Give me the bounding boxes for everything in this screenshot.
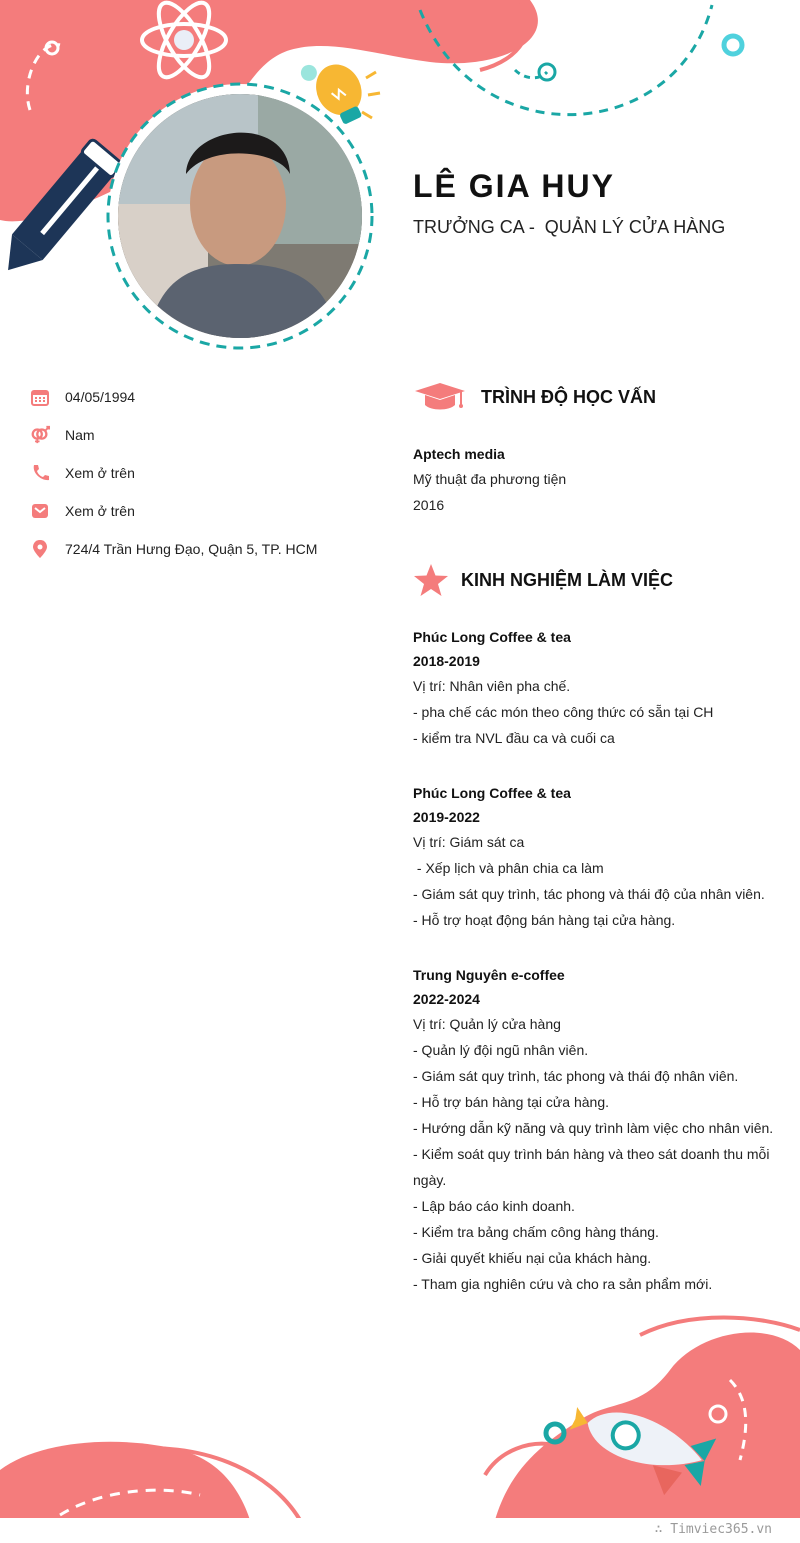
calendar-icon <box>30 387 50 407</box>
job-period: 2018-2019 <box>413 653 480 669</box>
phone-value: Xem ở trên <box>65 465 135 481</box>
job-detail-line: Vị trí: Nhân viên pha chế. <box>413 678 571 694</box>
email-value: Xem ở trên <box>65 503 135 519</box>
email-icon <box>30 501 50 521</box>
education-heading-label: TRÌNH ĐỘ HỌC VẤN <box>481 386 656 407</box>
brand-label: Timviec365.vn <box>670 1522 772 1537</box>
job-detail-line: - Kiểm tra bảng chấm công hàng tháng. <box>413 1224 659 1240</box>
profile-photo <box>118 94 362 338</box>
job-period: 2022-2024 <box>413 991 480 1007</box>
footer-decoration <box>0 1290 800 1520</box>
small-ring-icon <box>724 36 742 54</box>
contact-phone <box>30 462 135 484</box>
brand-dots-icon: ∴ <box>654 1522 671 1537</box>
job-company: Trung Nguyên e-coffee <box>413 967 565 983</box>
job-period: 2019-2022 <box>413 809 480 825</box>
address-value: 724/4 Trần Hưng Đạo, Quận 5, TP. HCM <box>65 541 318 557</box>
job-company: Phúc Long Coffee & tea <box>413 785 571 801</box>
job-company: Phúc Long Coffee & tea <box>413 629 571 645</box>
contact-email <box>30 500 135 522</box>
job-detail-line: ngày. <box>413 1172 447 1188</box>
candidate-name: LÊ GIA HUY <box>413 168 615 204</box>
education-school: Aptech media <box>413 446 505 462</box>
education-heading <box>413 381 656 413</box>
job-detail-line: - pha chế các món theo công thức có sẵn tại CH <box>413 704 714 720</box>
job-detail-line: - Giám sát quy trình, tác phong và thái độ nhân viên. <box>413 1068 739 1084</box>
job-detail-line: - Tham gia nghiên cứu và cho ra sản phẩm mới. <box>413 1276 713 1292</box>
job-detail-line: Vị trí: Giám sát ca <box>413 834 525 850</box>
job-detail-line: - Kiểm soát quy trình bán hàng và theo sát doanh thu mỗi <box>413 1146 770 1162</box>
job-detail-line: - kiểm tra NVL đầu ca và cuối ca <box>413 730 615 746</box>
bottom-left-blob <box>0 1442 250 1520</box>
contact-gender <box>30 424 95 446</box>
contact-address <box>30 538 317 560</box>
candidate-title: TRƯỞNG CA - QUẢN LÝ CỬA HÀNG <box>413 217 726 237</box>
location-icon <box>30 539 50 559</box>
graduation-cap-icon <box>413 381 467 413</box>
education-major: Mỹ thuật đa phương tiện <box>413 471 567 487</box>
header-decoration <box>0 0 800 360</box>
job-detail-line: Vị trí: Quản lý cửa hàng <box>413 1016 561 1032</box>
job-detail-line: - Xếp lịch và phân chia ca làm <box>413 860 604 876</box>
phone-icon <box>30 463 50 483</box>
job-detail-line: - Quản lý đội ngũ nhân viên. <box>413 1042 589 1058</box>
contact-birthday <box>30 386 135 408</box>
gender-icon <box>30 425 50 445</box>
star-icon <box>413 563 449 597</box>
job-detail-line: - Hỗ trợ bán hàng tại cửa hàng. <box>413 1094 609 1110</box>
job-detail-line: - Hướng dẫn kỹ năng và quy trình làm việc cho nhân viên. <box>413 1120 774 1136</box>
birthday-value: 04/05/1994 <box>65 389 136 405</box>
experience-heading <box>413 563 673 597</box>
experience-heading-label: KINH NGHIỆM LÀM VIỆC <box>461 569 674 590</box>
job-detail-line: - Lập báo cáo kinh doanh. <box>413 1198 575 1214</box>
job-detail-line: - Giám sát quy trình, tác phong và thái độ của nhân viên. <box>413 886 765 902</box>
gender-value: Nam <box>65 427 95 443</box>
job-detail-line: - Hỗ trợ hoạt động bán hàng tại cửa hàng. <box>413 912 676 928</box>
brand-watermark <box>655 1522 772 1537</box>
education-year: 2016 <box>413 497 445 513</box>
job-detail-line: - Giải quyết khiếu nại của khách hàng. <box>413 1250 652 1266</box>
footer-bar <box>0 1518 800 1543</box>
